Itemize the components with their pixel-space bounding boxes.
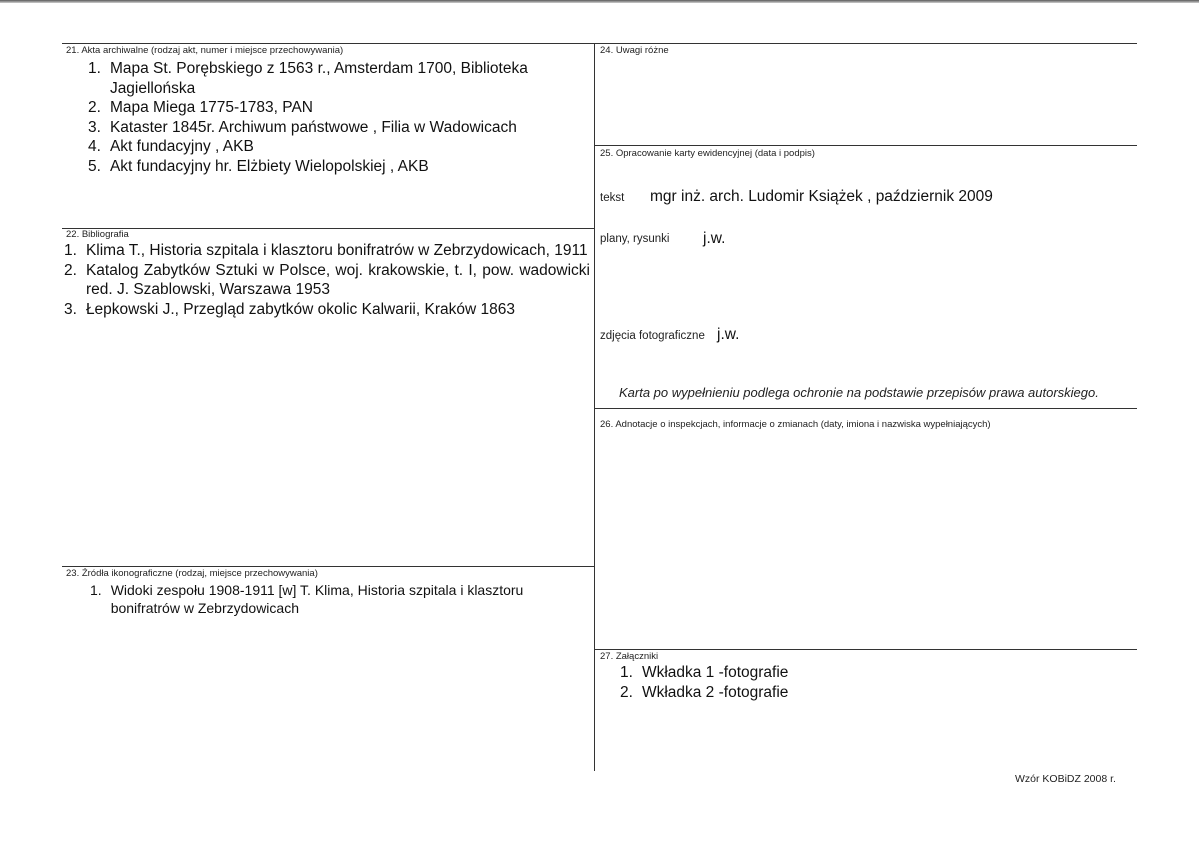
list-item: 4. Akt fundacyjny , AKB: [88, 138, 254, 155]
copyright-notice: Karta po wypełnieniu podlega ochronie na podstawie przepisów prawa autorskiego.: [619, 385, 1099, 400]
form-version: Wzór KOBiDZ 2008 r.: [1015, 773, 1116, 785]
section-26-label: 26. Adnotacje o inspekcjach, informacje o zmianach (daty, imiona i nazwiska wypełniających): [600, 419, 991, 430]
section-25-label: 25. Opracowanie karty ewidencyjnej (data i podpis): [600, 148, 815, 159]
rule-23: [62, 566, 595, 567]
section-22-label: 22. Bibliografia: [66, 229, 129, 240]
rule-26: [595, 408, 1137, 409]
rule-top-right: [595, 43, 1137, 44]
plany-label: plany, rysunki: [600, 233, 670, 245]
list-item: 1. Mapa St. Porębskiego z 1563 r., Amsterdam 1700, Biblioteka Jagiellońska: [88, 60, 528, 97]
section-22-list: [64, 241, 590, 319]
zdjecia-value: j.w.: [717, 326, 740, 343]
scan-top-edge: [0, 0, 1199, 3]
rule-25: [595, 145, 1137, 146]
rule-top-left: [62, 43, 595, 44]
list-item: 2. Mapa Miega 1775-1783, PAN: [88, 99, 313, 116]
column-divider: [594, 43, 595, 771]
zdjecia-label: zdjęcia fotograficzne: [600, 330, 705, 342]
list-item: 2. Wkładka 2 -fotografie: [620, 683, 789, 701]
section-23-label: 23. Źródła ikonograficzne (rodzaj, miejsce przechowywania): [66, 568, 318, 579]
section-27-label: 27. Załączniki: [600, 651, 659, 662]
list-item: 1. Wkładka 1 -fotografie: [620, 664, 789, 681]
list-item: 5. Akt fundacyjny hr. Elżbiety Wielopolskiej , AKB: [88, 157, 429, 175]
list-item: 3. Kataster 1845r. Archiwum państwowe , Filia w Wadowicach: [88, 118, 517, 136]
tekst-label: tekst: [600, 192, 625, 204]
list-item: 1. Klima T., Historia szpitala i klasztoru bonifratrów w Zebrzydowicach, 1911: [64, 242, 588, 259]
section-21-list: [88, 59, 568, 176]
section-21-label: 21. Akta archiwalne (rodzaj akt, numer i miejsce przechowywania): [66, 45, 344, 56]
rule-27: [595, 649, 1137, 650]
list-item: 2. Katalog Zabytków Sztuki w Polsce, woj. krakowskie, t. I, pow. wadowicki red. J. Szablowski, Warszawa 1953: [64, 261, 590, 298]
list-item: 1. Widoki zespołu 1908-1911 [w] T. Klima, Historia szpitala i klasztoru bonifratrów w Zebrzydowicach: [90, 582, 524, 616]
section-27-list: [620, 663, 1020, 702]
list-item: 3. Łepkowski J., Przegląd zabytków okolic Kalwarii, Kraków 1863: [64, 300, 515, 318]
tekst-value: mgr inż. arch. Ludomir Książek , październik 2009: [650, 188, 993, 205]
rule-22: [62, 228, 595, 229]
plany-value: j.w.: [703, 230, 726, 247]
section-23-list: [90, 581, 570, 617]
section-24-label: 24. Uwagi różne: [600, 45, 669, 56]
